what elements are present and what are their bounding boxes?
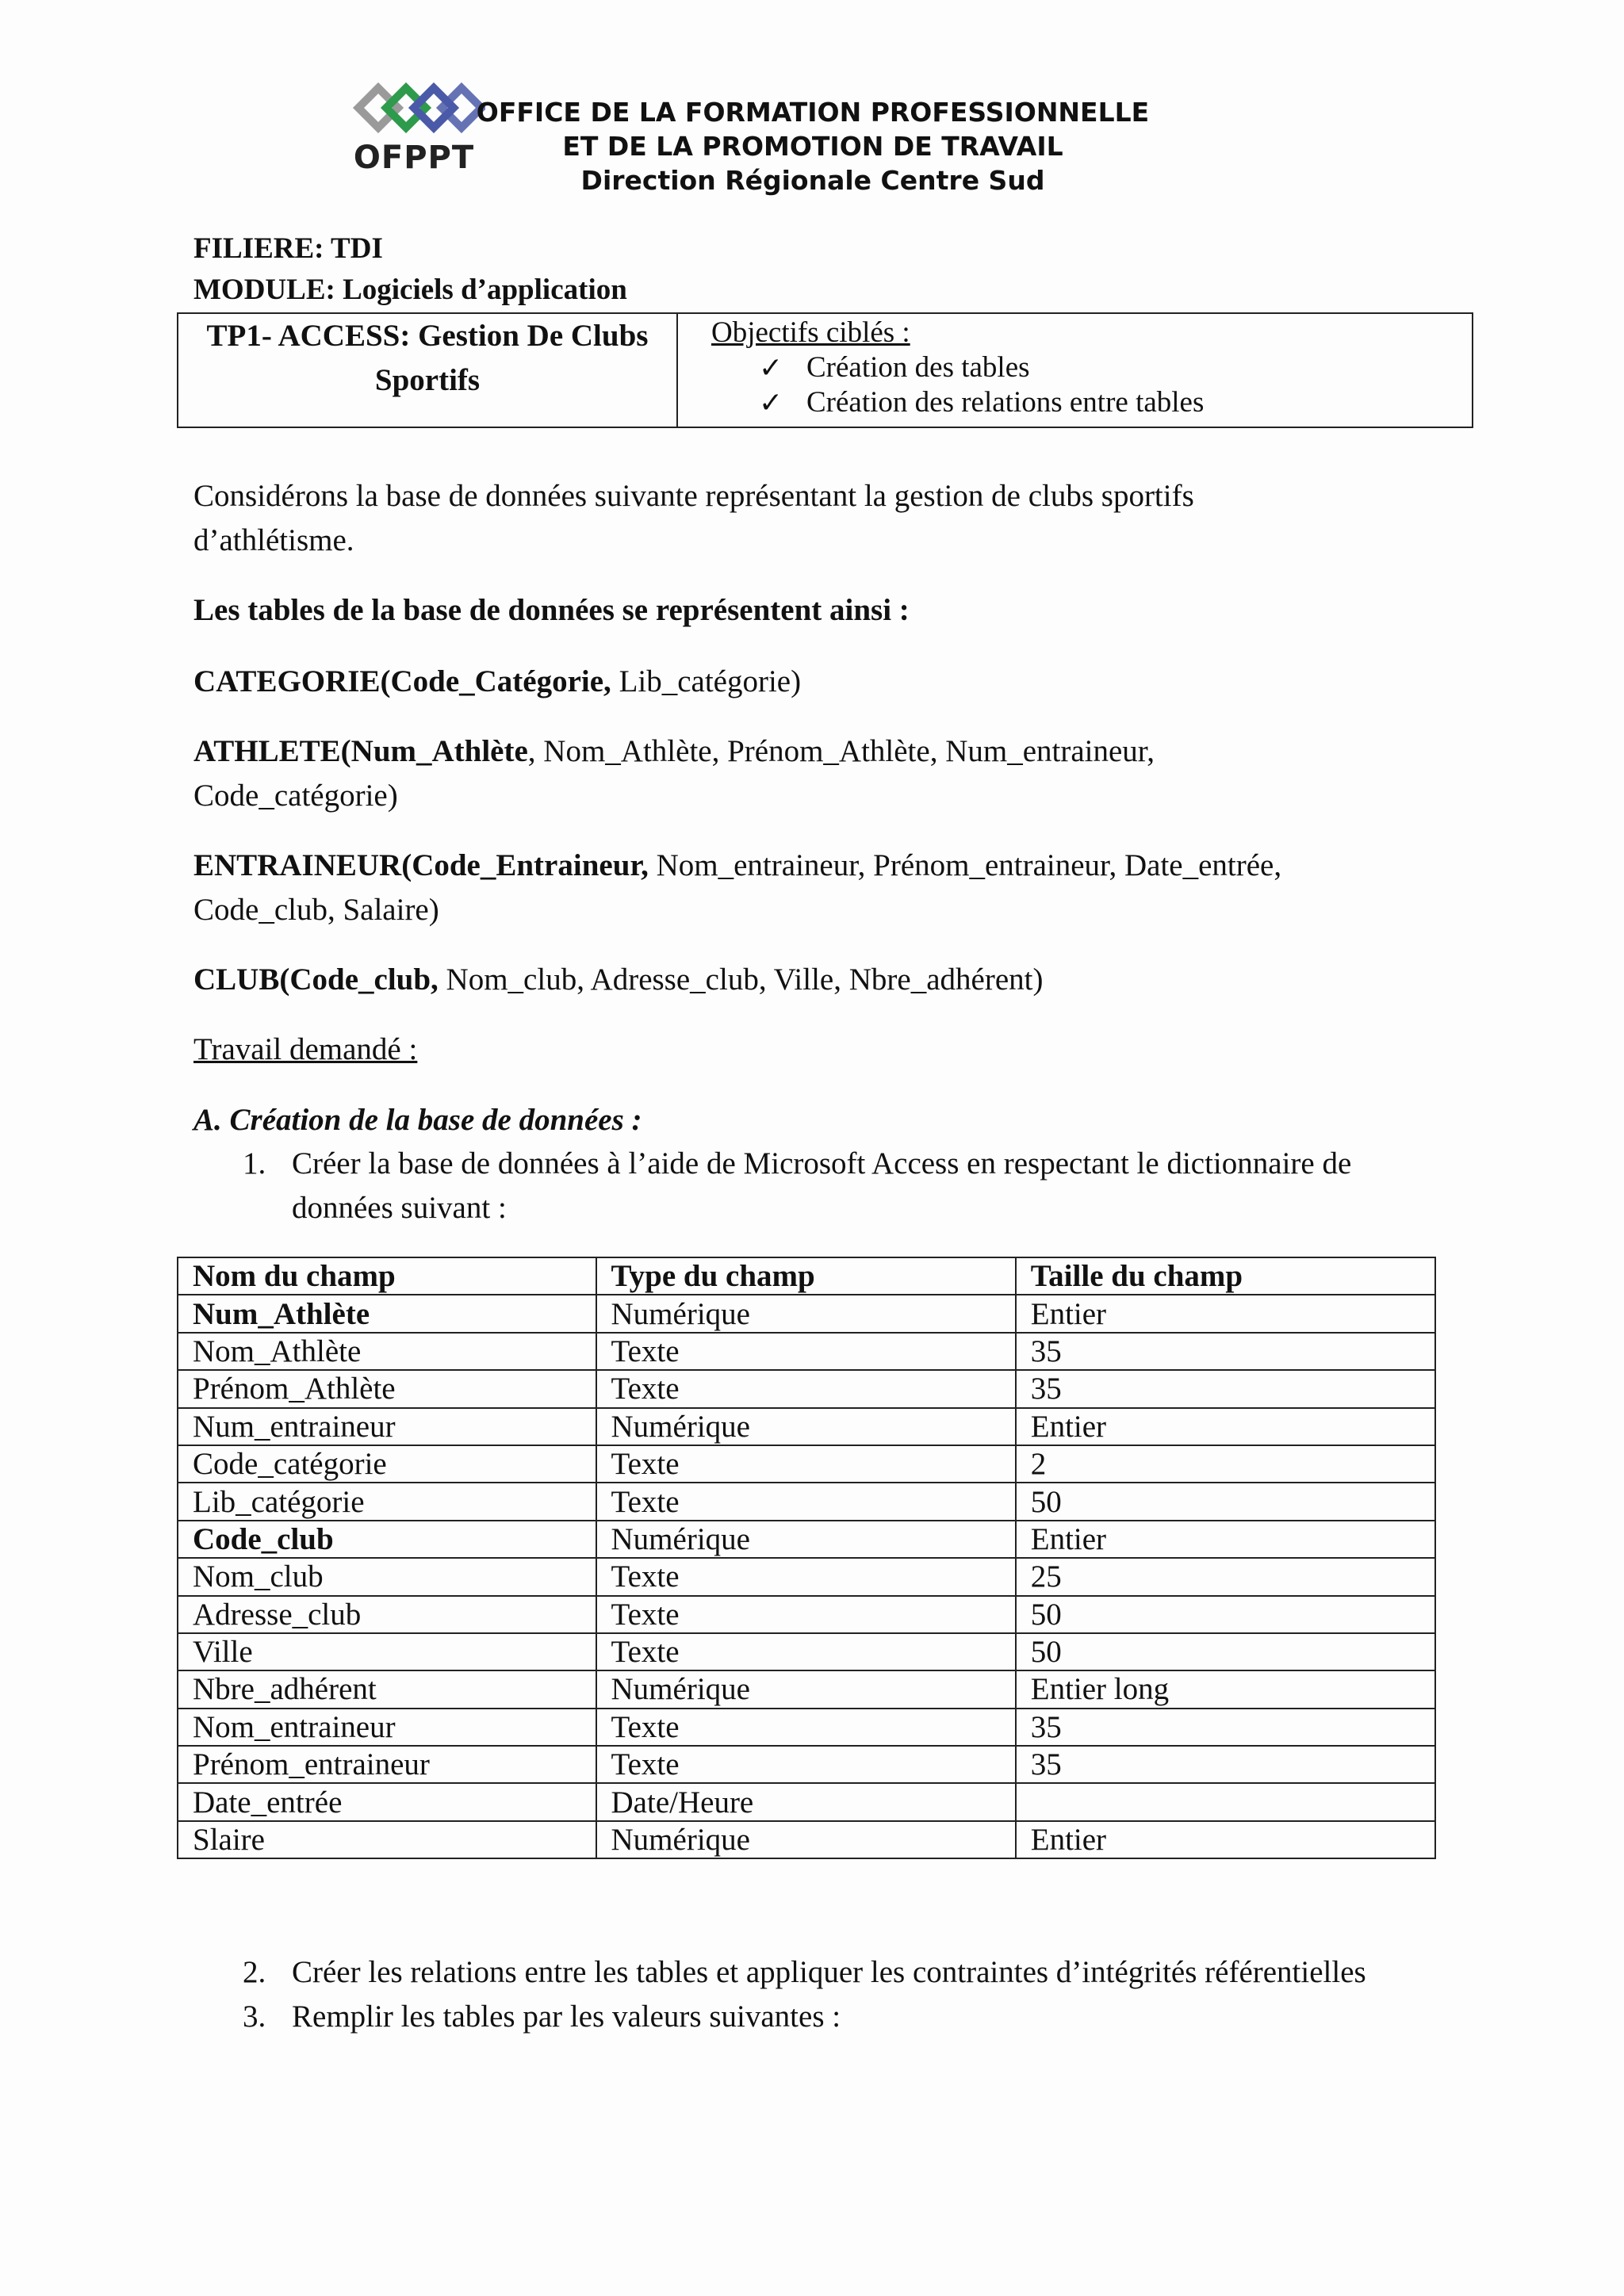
office-line-1: OFFICE DE LA FORMATION PROFESSIONNELLE [476,97,1150,128]
table-cell-type: Date/Heure [596,1783,1016,1820]
table-cell-type: Numérique [596,1295,1016,1332]
intro-paragraph [193,474,1194,563]
filiere-label: FILIERE: TDI [193,232,383,265]
table-cell-type: Texte [596,1558,1016,1595]
table-row [178,1370,1435,1407]
table-cell-name: Prénom_Athlète [178,1370,596,1407]
tables-heading: Les tables de la base de données se représentent ainsi : [193,593,910,627]
table-cell-type: Texte [596,1709,1016,1746]
table-cell-size: Entier [1016,1295,1435,1332]
office-line-2: ET DE LA PROMOTION DE TRAVAIL [562,131,1063,162]
module-label: MODULE: Logiciels d’application [193,274,627,306]
table-cell-size: Entier long [1016,1670,1435,1708]
table-row [178,1295,1435,1332]
objective-item [759,350,1472,385]
step-1-text [292,1142,1351,1230]
table-row [178,1709,1435,1746]
table-row [178,1483,1435,1520]
table-cell-type: Texte [596,1445,1016,1483]
table-cell-type: Texte [596,1746,1016,1783]
table-cell-type: Texte [596,1370,1016,1407]
schema-categorie-fields: Lib_catégorie) [611,664,802,698]
objectives-label: Objectifs ciblés : [711,316,910,349]
table-header-row [178,1257,1435,1295]
table-cell-name: Date_entrée [178,1783,596,1820]
table-row [178,1333,1435,1370]
schema-club-name: CLUB(Code_club, [193,962,439,997]
table-cell-type: Texte [596,1333,1016,1370]
schema-athlete-line-2: Code_catégorie) [193,779,398,813]
schema-entraineur-fields: Nom_entraineur, Prénom_entraineur, Date_entrée, [648,848,1282,882]
table-cell-size: 25 [1016,1558,1435,1595]
schema-entraineur [193,844,1281,932]
table-cell-name: Adresse_club [178,1596,596,1633]
table-cell-size: Entier [1016,1521,1435,1558]
table-cell-name: Code_catégorie [178,1445,596,1483]
tp-box [177,312,1473,428]
data-dictionary-table [177,1257,1436,1859]
table-row [178,1783,1435,1820]
step-2-number: 2. [243,1955,266,1989]
intro-line-2: d’athlétisme. [193,523,354,557]
step-1-line-1: Créer la base de données à l’aide de Microsoft Access en respectant le dictionnaire de [292,1146,1352,1181]
table-row [178,1746,1435,1783]
schema-athlete-fields: , Nom_Athlète, Prénom_Athlète, Num_entraineur, [527,734,1155,768]
step-2-text: Créer les relations entre les tables et appliquer les contraintes d’intégrités référentielles [292,1955,1366,1989]
table-cell-type: Texte [596,1483,1016,1520]
schema-categorie-name: CATEGORIE(Code_Catégorie, [193,664,611,698]
office-line-3: Direction Régionale Centre Sud [580,165,1045,196]
step-3-number: 3. [243,1999,266,2034]
table-cell-size: Entier [1016,1408,1435,1445]
schema-athlete [193,729,1155,818]
table-cell-name: Nom_Athlète [178,1333,596,1370]
table-cell-name: Nbre_adhérent [178,1670,596,1708]
column-header: Taille du champ [1016,1257,1435,1295]
table-cell-size: 2 [1016,1445,1435,1483]
table-cell-type: Numérique [596,1521,1016,1558]
table-row [178,1408,1435,1445]
table-cell-size: 35 [1016,1370,1435,1407]
objective-text: Création des relations entre tables [806,386,1205,419]
work-label: Travail demandé : [193,1032,418,1066]
step-3-text: Remplir les tables par les valeurs suivantes : [292,1999,841,2034]
table-cell-size: 35 [1016,1746,1435,1783]
table-row [178,1670,1435,1708]
tp-title-line-2: Sportifs [374,363,481,397]
checkmark-icon: ✓ [759,352,783,384]
table-row [178,1821,1435,1858]
schema-categorie [193,660,801,704]
schema-athlete-name: ATHLETE(Num_Athlète [193,734,528,768]
column-header: Nom du champ [178,1257,596,1295]
table-cell-type: Numérique [596,1670,1016,1708]
table-cell-type: Numérique [596,1821,1016,1858]
step-1-line-2: données suivant : [292,1191,507,1225]
table-body [178,1295,1435,1858]
table-row [178,1596,1435,1633]
table-cell-name: Num_entraineur [178,1408,596,1445]
table-cell-name: Code_club [178,1521,596,1558]
table-cell-size [1016,1783,1435,1820]
column-header: Type du champ [596,1257,1016,1295]
tp-title-line-1: TP1- ACCESS: Gestion De Clubs [206,319,649,353]
objective-text: Création des tables [806,351,1030,384]
table-cell-size: 50 [1016,1483,1435,1520]
table-row [178,1633,1435,1670]
schema-entraineur-name: ENTRAINEUR(Code_Entraineur, [193,848,649,882]
logo-text: OFPPT [353,140,475,176]
table-cell-size: 35 [1016,1709,1435,1746]
table-cell-name: Ville [178,1633,596,1670]
table-row [178,1445,1435,1483]
table-cell-type: Texte [596,1633,1016,1670]
section-a-heading: A. Création de la base de données : [193,1103,642,1137]
schema-club-fields: Nom_club, Adresse_club, Ville, Nbre_adhérent) [438,962,1044,997]
table-cell-name: Prénom_entraineur [178,1746,596,1783]
table-row [178,1521,1435,1558]
tp-title [178,314,678,427]
step-1-number: 1. [243,1146,266,1181]
objective-item [759,385,1472,420]
table-cell-type: Numérique [596,1408,1016,1445]
table-cell-name: Nom_entraineur [178,1709,596,1746]
table-cell-name: Lib_catégorie [178,1483,596,1520]
table-cell-size: 50 [1016,1596,1435,1633]
table-cell-name: Num_Athlète [178,1295,596,1332]
table-cell-size: 50 [1016,1633,1435,1670]
table-cell-name: Slaire [178,1821,596,1858]
table-cell-name: Nom_club [178,1558,596,1595]
schema-entraineur-line-2: Code_club, Salaire) [193,893,439,927]
table-cell-type: Texte [596,1596,1016,1633]
table-row [178,1558,1435,1595]
schema-club [193,958,1043,1002]
checkmark-icon: ✓ [759,387,783,419]
objectives [678,314,1472,427]
office-header [444,95,1182,197]
intro-line-1: Considérons la base de données suivante représentant la gestion de clubs sportifs [193,479,1194,513]
table-cell-size: Entier [1016,1821,1435,1858]
table-cell-size: 35 [1016,1333,1435,1370]
